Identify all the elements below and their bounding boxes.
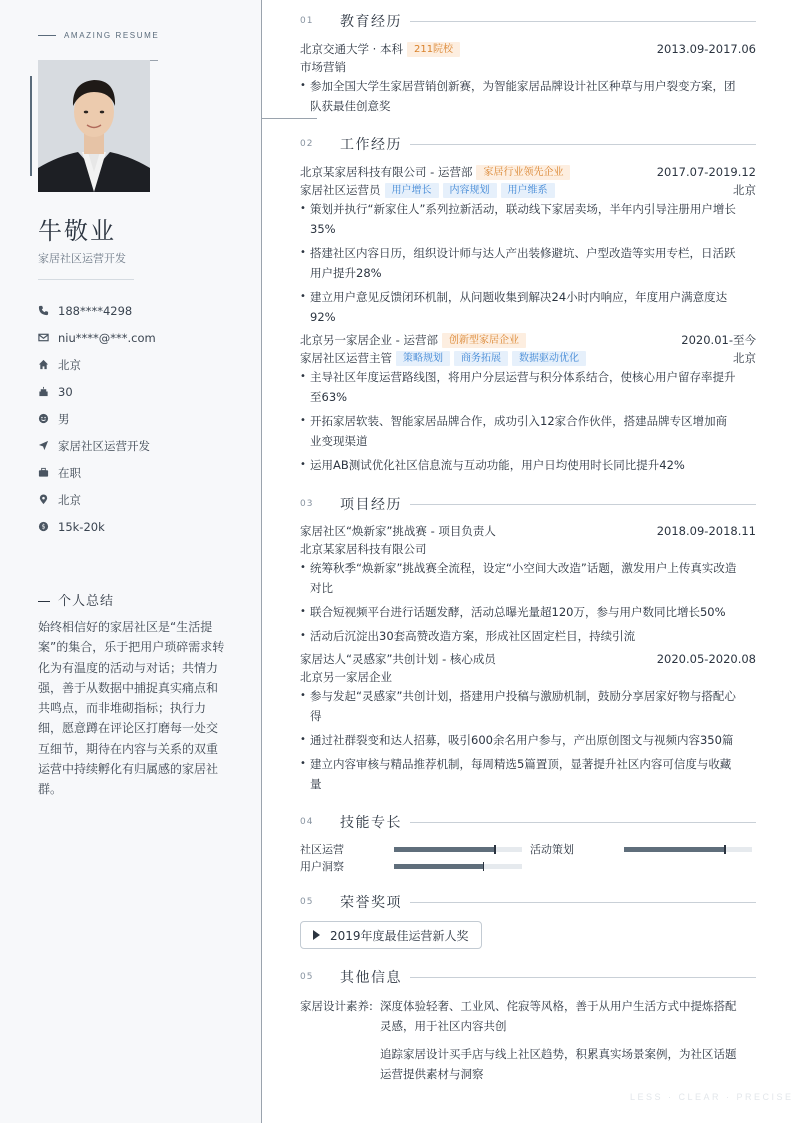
section-number: 04 [300, 817, 314, 827]
other-info-item [300, 996, 756, 1036]
bullet-line: 92% [310, 310, 336, 324]
info-target-role [38, 432, 156, 459]
education-header [300, 11, 756, 31]
salary-text: 15k-20k [58, 519, 105, 534]
award-text: 2019年度最佳运营新人奖 [330, 928, 469, 943]
project-date: 2018.09-2018.11 [656, 524, 756, 538]
section-title: 工作经历 [340, 137, 402, 153]
money-icon [38, 521, 58, 532]
info-salary [38, 513, 156, 540]
bullet-line: 活动后沉淀出30套高赞改造方案，形成社区固定栏目，持续引流 [310, 629, 636, 643]
project-org-row [300, 668, 756, 686]
phone-text: 188****4298 [58, 303, 133, 318]
job-role-row [300, 349, 756, 367]
bullet-line: 得 [310, 709, 322, 723]
school-tag: 211院校 [407, 42, 460, 57]
project-name-row [300, 650, 756, 668]
project-org: 北京另一家居企业 [300, 670, 392, 684]
cake-icon [38, 386, 58, 397]
section-number: 05 [300, 972, 314, 982]
location-text: 北京 [58, 492, 81, 507]
info-age [38, 378, 156, 405]
main-content [300, 0, 756, 1123]
skill-item [300, 857, 522, 875]
bullet-line: 联合短视频平台进行话题发酵，活动总曝光量超120万，参与用户数同比增长50% [310, 605, 726, 619]
bullet-line: 35% [310, 222, 336, 236]
email-text: niu****@***.com [58, 330, 156, 345]
skill-bar [394, 864, 522, 869]
bullet-line: 策划并执行“新家住人”系列拉新活动，联动线下家居卖场，半年内引导注册用户增长 [310, 202, 736, 216]
other-line: 灵感，用于社区内容共创 [380, 1019, 507, 1033]
location-pin-icon [38, 494, 58, 505]
job-role-row [300, 181, 756, 199]
info-status [38, 459, 156, 486]
section-number: 02 [300, 139, 314, 149]
skill-bar [624, 847, 752, 852]
bullet-line: 统筹秋季“焕新家”挑战赛全流程，设定“小空间大改造”话题，激发用户上传真实改造 [310, 561, 737, 575]
footer-watermark: LESS · CLEAR · PRECISE [630, 1092, 794, 1102]
play-icon [313, 930, 320, 940]
education-major-row [300, 58, 756, 76]
bullet-line: 建立用户意见反馈闭环机制，从问题收集到解决24小时内响应，年度用户满意度达 [310, 290, 728, 304]
bullet-line: 业变现渠道 [310, 434, 368, 448]
summary-line: 群。 [38, 782, 63, 797]
job-city: 北京 [733, 351, 756, 365]
project-bullet: • 联合短视频平台进行话题发酵，活动总曝光量超120万，参与用户数同比增长50% [300, 605, 726, 619]
bullet-line: 运用AB测试优化社区信息流与互动功能，用户日均使用时长同比提升42% [310, 458, 685, 472]
home-icon [38, 359, 58, 370]
skill-fill [394, 864, 484, 869]
skill-bar [394, 847, 522, 852]
project-org: 北京某家居科技有限公司 [300, 542, 427, 556]
bullet-line: 对比 [310, 581, 333, 595]
skill-label: 活动策划 [530, 843, 574, 856]
age-text: 30 [58, 384, 73, 399]
project-bullet: • 参与发起“灵感家”共创计划，搭建用户投稿与激励机制，鼓励分享居家好物与搭配心 得 [300, 689, 736, 723]
section-title: 荣誉奖项 [340, 895, 402, 911]
other-line: 运营提供素材与洞察 [380, 1067, 484, 1081]
job-company: 北京另一家居企业 - 运营部 [300, 333, 438, 347]
role-tag: 用户维系 [501, 183, 555, 198]
section-rule [410, 144, 756, 145]
bullet-line: 开拓家居软装、智能家居品牌合作，成功引入12家合作伙伴，搭建品牌专区增加商 [310, 414, 728, 428]
project-date: 2020.05-2020.08 [656, 652, 756, 666]
job-role: 家居社区运营员 [300, 183, 381, 197]
info-phone [38, 297, 156, 324]
section-rule [410, 21, 756, 22]
project-name-row [300, 522, 756, 540]
section-title: 教育经历 [340, 14, 402, 30]
company-tag: 创新型家居企业 [442, 333, 526, 348]
bullet-line: 队获最佳创意奖 [310, 99, 391, 113]
job-date: 2020.01-至今 [681, 333, 756, 347]
job-company-row [300, 331, 756, 349]
project-bullet: • 统筹秋季“焕新家”挑战赛全流程，设定“小空间大改造”话题，激发用户上传真实改造 对比 [300, 561, 737, 595]
summary-line: 共鸣点，而非堆砌指标；执行力 [38, 701, 207, 716]
bullet-line: 主导社区年度运营路线图，将用户分层运营与积分体系结合，使核心用户留存率提升 [310, 370, 736, 384]
section-rule [410, 977, 756, 978]
other-line: 深度体验轻奢、工业风、侘寂等风格，善于从用户生活方式中提炼搭配 [380, 999, 737, 1013]
summary-line: 互细节，期待在内容与关系的双重 [38, 741, 219, 756]
city-text: 北京 [58, 357, 81, 372]
role-tag: 内容规划 [443, 183, 497, 198]
svg-text:$: $ [41, 522, 46, 531]
summary-line: 案”的集合，乐于把用户琐碎需求转 [38, 640, 225, 655]
other-line: 追踪家居设计买手店与线上社区趋势，积累真实场景案例，为社区话题 [380, 1047, 737, 1061]
job-role: 家居社区运营主管 [300, 351, 392, 365]
bullet-line: 至63% [310, 390, 348, 404]
mail-icon [38, 332, 58, 343]
profile-photo [38, 60, 150, 192]
award-badge [300, 921, 482, 949]
job-bullet: • 开拓家居软装、智能家居品牌合作，成功引入12家合作伙伴，搭建品牌专区增加商 业变现渠道 [300, 414, 728, 448]
other-header [300, 967, 756, 987]
job-bullet: • 搭建社区内容日历，组织设计师与达人产出装修避坑、户型改造等实用专栏，日活跃 用户提升28% [300, 246, 736, 280]
briefcase-icon [38, 467, 58, 478]
section-number: 03 [300, 499, 314, 509]
job-date: 2017.07-2019.12 [656, 165, 756, 179]
smile-icon [38, 413, 58, 424]
skill-item [530, 840, 752, 858]
other-label: 家居设计素养: [300, 999, 373, 1013]
brand-mark: AMAZING RESUME [38, 31, 159, 40]
project-org-row [300, 540, 756, 558]
role-tag: 策略规划 [396, 351, 450, 366]
project-bullet: • 通过社群裂变和达人招募，吸引600余名用户参与，产出原创图文与视频内容350篇 [300, 733, 734, 747]
summary-line: 强，善于从数据中捕捉真实痛点和 [38, 680, 219, 695]
role-tag: 用户增长 [385, 183, 439, 198]
summary-body [38, 617, 226, 800]
bullet-line: 建立内容审核与精品推荐机制，每周精选5篇置顶，显著提升社区内容可信度与收藏 [310, 757, 732, 771]
other-info-item [300, 1044, 756, 1084]
summary-line: 运营中持续孵化有归属感的家居社 [38, 762, 219, 777]
job-company: 北京某家居科技有限公司 - 运营部 [300, 165, 473, 179]
honors-header [300, 892, 756, 912]
company-tag: 家居行业领先企业 [476, 165, 570, 180]
section-rule [410, 504, 756, 505]
sidebar [0, 0, 262, 1123]
work-header [300, 134, 756, 154]
section-rule [410, 822, 756, 823]
project-bullet: • 建立内容审核与精品推荐机制，每周精选5篇置顶，显著提升社区内容可信度与收藏 量 [300, 757, 732, 791]
send-icon [38, 440, 58, 451]
summary-line: 始终相信好的家居社区是“生活提 [38, 620, 213, 634]
phone-icon [38, 305, 58, 316]
skill-fill [624, 847, 725, 852]
project-name: 家居社区“焕新家”挑战赛 - 项目负责人 [300, 524, 496, 538]
info-email [38, 324, 156, 351]
photo-accent-line [30, 76, 32, 176]
skill-marker [483, 862, 485, 871]
bullet-line: 搭建社区内容日历，组织设计师与达人产出装修避坑、户型改造等实用专栏，日活跃 [310, 246, 736, 260]
target-role-text: 家居社区运营开发 [58, 438, 150, 453]
job-bullet: • 运用AB测试优化社区信息流与互动功能，用户日均使用时长同比提升42% [300, 458, 685, 472]
bullet-line: 参加全国大学生家居营销创新赛，为智能家居品牌设计社区种草与用户裂变方案，团 [310, 79, 736, 93]
summary-heading: 个人总结 [38, 590, 114, 609]
education-school-row [300, 40, 756, 58]
photo-accent-tick [150, 60, 158, 61]
skills-header [300, 812, 756, 832]
school-name: 北京交通大学 · 本科 [300, 42, 403, 56]
projects-header [300, 494, 756, 514]
info-location [38, 486, 156, 513]
section-rule [410, 902, 756, 903]
candidate-name: 牛敬业 [38, 217, 116, 245]
divider [38, 279, 134, 280]
job-company-row [300, 163, 756, 181]
section-title: 项目经历 [340, 497, 402, 513]
bullet-line: 参与发起“灵感家”共创计划，搭建用户投稿与激励机制，鼓励分享居家好物与搭配心 [310, 689, 736, 703]
job-bullet: • 建立用户意见反馈闭环机制，从问题收集到解决24小时内响应，年度用户满意度达 92% [300, 290, 728, 324]
section-number: 01 [300, 16, 314, 26]
education-bullet: • 参加全国大学生家居营销创新赛，为智能家居品牌设计社区种草与用户裂变方案，团 队获最佳创意奖 [300, 79, 736, 113]
bullet-line: 量 [310, 777, 322, 791]
skill-marker [724, 845, 726, 854]
project-name: 家居达人“灵感家”共创计划 - 核心成员 [300, 652, 496, 666]
role-tag: 数据驱动优化 [512, 351, 586, 366]
job-bullet: • 主导社区年度运营路线图，将用户分层运营与积分体系结合，使核心用户留存率提升 至63% [300, 370, 736, 404]
job-bullet: • 策划并执行“新家住人”系列拉新活动，联动线下家居卖场，半年内引导注册用户增长 35% [300, 202, 736, 236]
skill-fill [394, 847, 495, 852]
education-date: 2013.09-2017.06 [656, 42, 756, 56]
candidate-title: 家居社区运营开发 [38, 252, 126, 265]
role-tag: 商务拓展 [454, 351, 508, 366]
section-title: 其他信息 [340, 970, 402, 986]
summary-line: 细，愿意蹲在评论区打磨每一处交 [38, 721, 219, 736]
bullet-line: 通过社群裂变和达人招募，吸引600余名用户参与，产出原创图文与视频内容350篇 [310, 733, 734, 747]
skill-label: 用户洞察 [300, 860, 344, 873]
skill-item [300, 840, 522, 858]
status-text: 在职 [58, 465, 81, 480]
section-title: 技能专长 [340, 815, 402, 831]
contact-info-list [38, 297, 156, 540]
bullet-line: 用户提升28% [310, 266, 382, 280]
skill-label: 社区运营 [300, 843, 344, 856]
section-number: 05 [300, 897, 314, 907]
summary-line: 化为有温度的活动与对话；共情力 [38, 660, 219, 675]
job-city: 北京 [733, 183, 756, 197]
gender-text: 男 [58, 411, 70, 426]
info-gender [38, 405, 156, 432]
project-bullet: • 活动后沉淀出30套高赞改造方案，形成社区固定栏目，持续引流 [300, 629, 636, 643]
major-name: 市场营销 [300, 60, 346, 74]
skill-marker [494, 845, 496, 854]
info-city [38, 351, 156, 378]
